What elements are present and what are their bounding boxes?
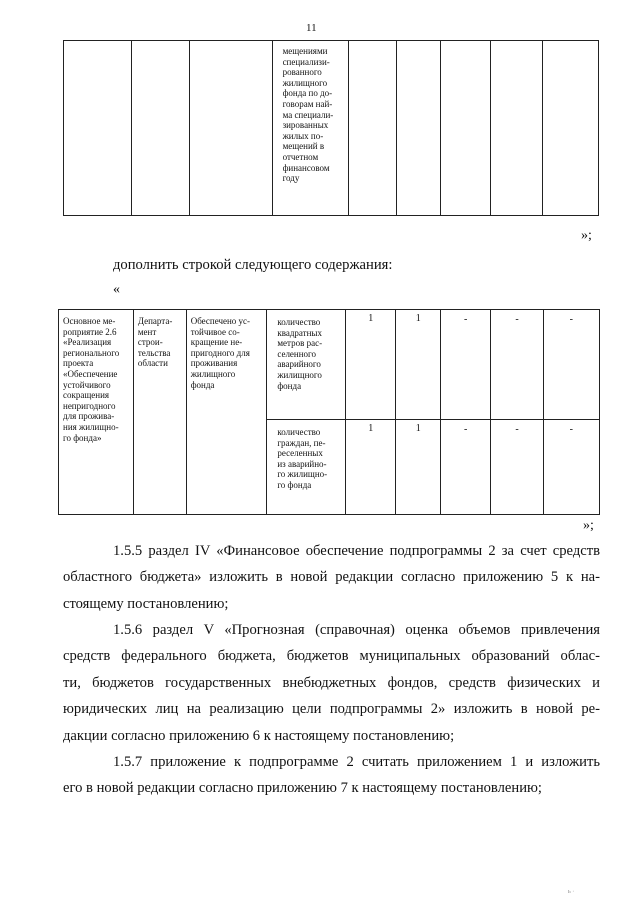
value-cell: 1 [346, 310, 396, 420]
value-cell: - [543, 420, 599, 515]
value-cell: - [491, 420, 543, 515]
indicator-cell: количество квадратных метров рас- селенного аварийного жилищного фонда [267, 310, 346, 420]
table-cell [349, 41, 397, 216]
corner-mark: ь · [568, 889, 575, 895]
table-cell [131, 41, 190, 216]
paragraph-1-5-7-cont: его в новой редакции согласно приложению 7 к настоящему постановлению; [63, 780, 542, 796]
closing-quote: »; [583, 518, 594, 533]
paragraph-1-5-7: 1.5.7 приложение к подпрограмме 2 считать приложением 1 и изложить [113, 754, 600, 770]
intro-text: дополнить строкой следующего содержания: [113, 257, 393, 273]
table-cell [491, 41, 543, 216]
table-cell [272, 41, 349, 216]
paragraph-1-5-6-cont: средств федерального бюджета, бюджетов муниципальных образований облас- ти, бюджетов государственных внебюджетных фондов, средств физических и юридических лиц на реализацию цели подпрограммы 2» изложить в новой ре- дакции согласно приложению 6 к настоящему постановлению; [63, 648, 600, 744]
table-cell [543, 41, 599, 216]
paragraph-1-5-5: 1.5.5 раздел IV «Финансовое обеспечение подпрограммы 2 за счет средств [113, 543, 600, 559]
value-cell: - [543, 310, 599, 420]
measure-cell: Основное ме- роприятие 2.6 «Реализация регионального проекта «Обеспечение устойчивого сокращения непригодного для прожива- ния жилищно- го фонда» [59, 310, 134, 515]
table-cell [397, 41, 441, 216]
table-cell [441, 41, 491, 216]
page-number: 11 [306, 22, 317, 34]
value-cell: - [440, 310, 490, 420]
paragraph-1-5-5-cont: областного бюджета» изложить в новой редакции согласно приложению 5 к на- стоящему постановлению; [63, 569, 600, 612]
opening-quote: « [113, 282, 120, 297]
value-cell: - [440, 420, 490, 515]
value-cell: 1 [396, 420, 440, 515]
executor-cell: Департа- мент строи- тельства области [133, 310, 186, 515]
table-cell [64, 41, 132, 216]
new-row-table [58, 309, 600, 515]
continued-cell-text: мещениями специализи- рованного жилищного фонда по до- говорам най- ма специали- зированных жилых по- мещений в отчетном финансовом году [282, 46, 334, 184]
closing-quote: »; [581, 228, 592, 243]
paragraph-1-5-6: 1.5.6 раздел V «Прогнозная (справочная) оценка объемов привлечения [113, 622, 600, 638]
value-cell: 1 [346, 420, 396, 515]
indicator-cell: количество граждан, пе- реселенных из аварийно- го жилищно- го фонда [267, 420, 346, 515]
continued-table [63, 40, 599, 216]
result-cell: Обеспечено ус- тойчивое со- кращение не- пригодного для проживания жилищного фонда [186, 310, 267, 515]
value-cell: - [491, 310, 543, 420]
table-cell [190, 41, 272, 216]
value-cell: 1 [396, 310, 440, 420]
